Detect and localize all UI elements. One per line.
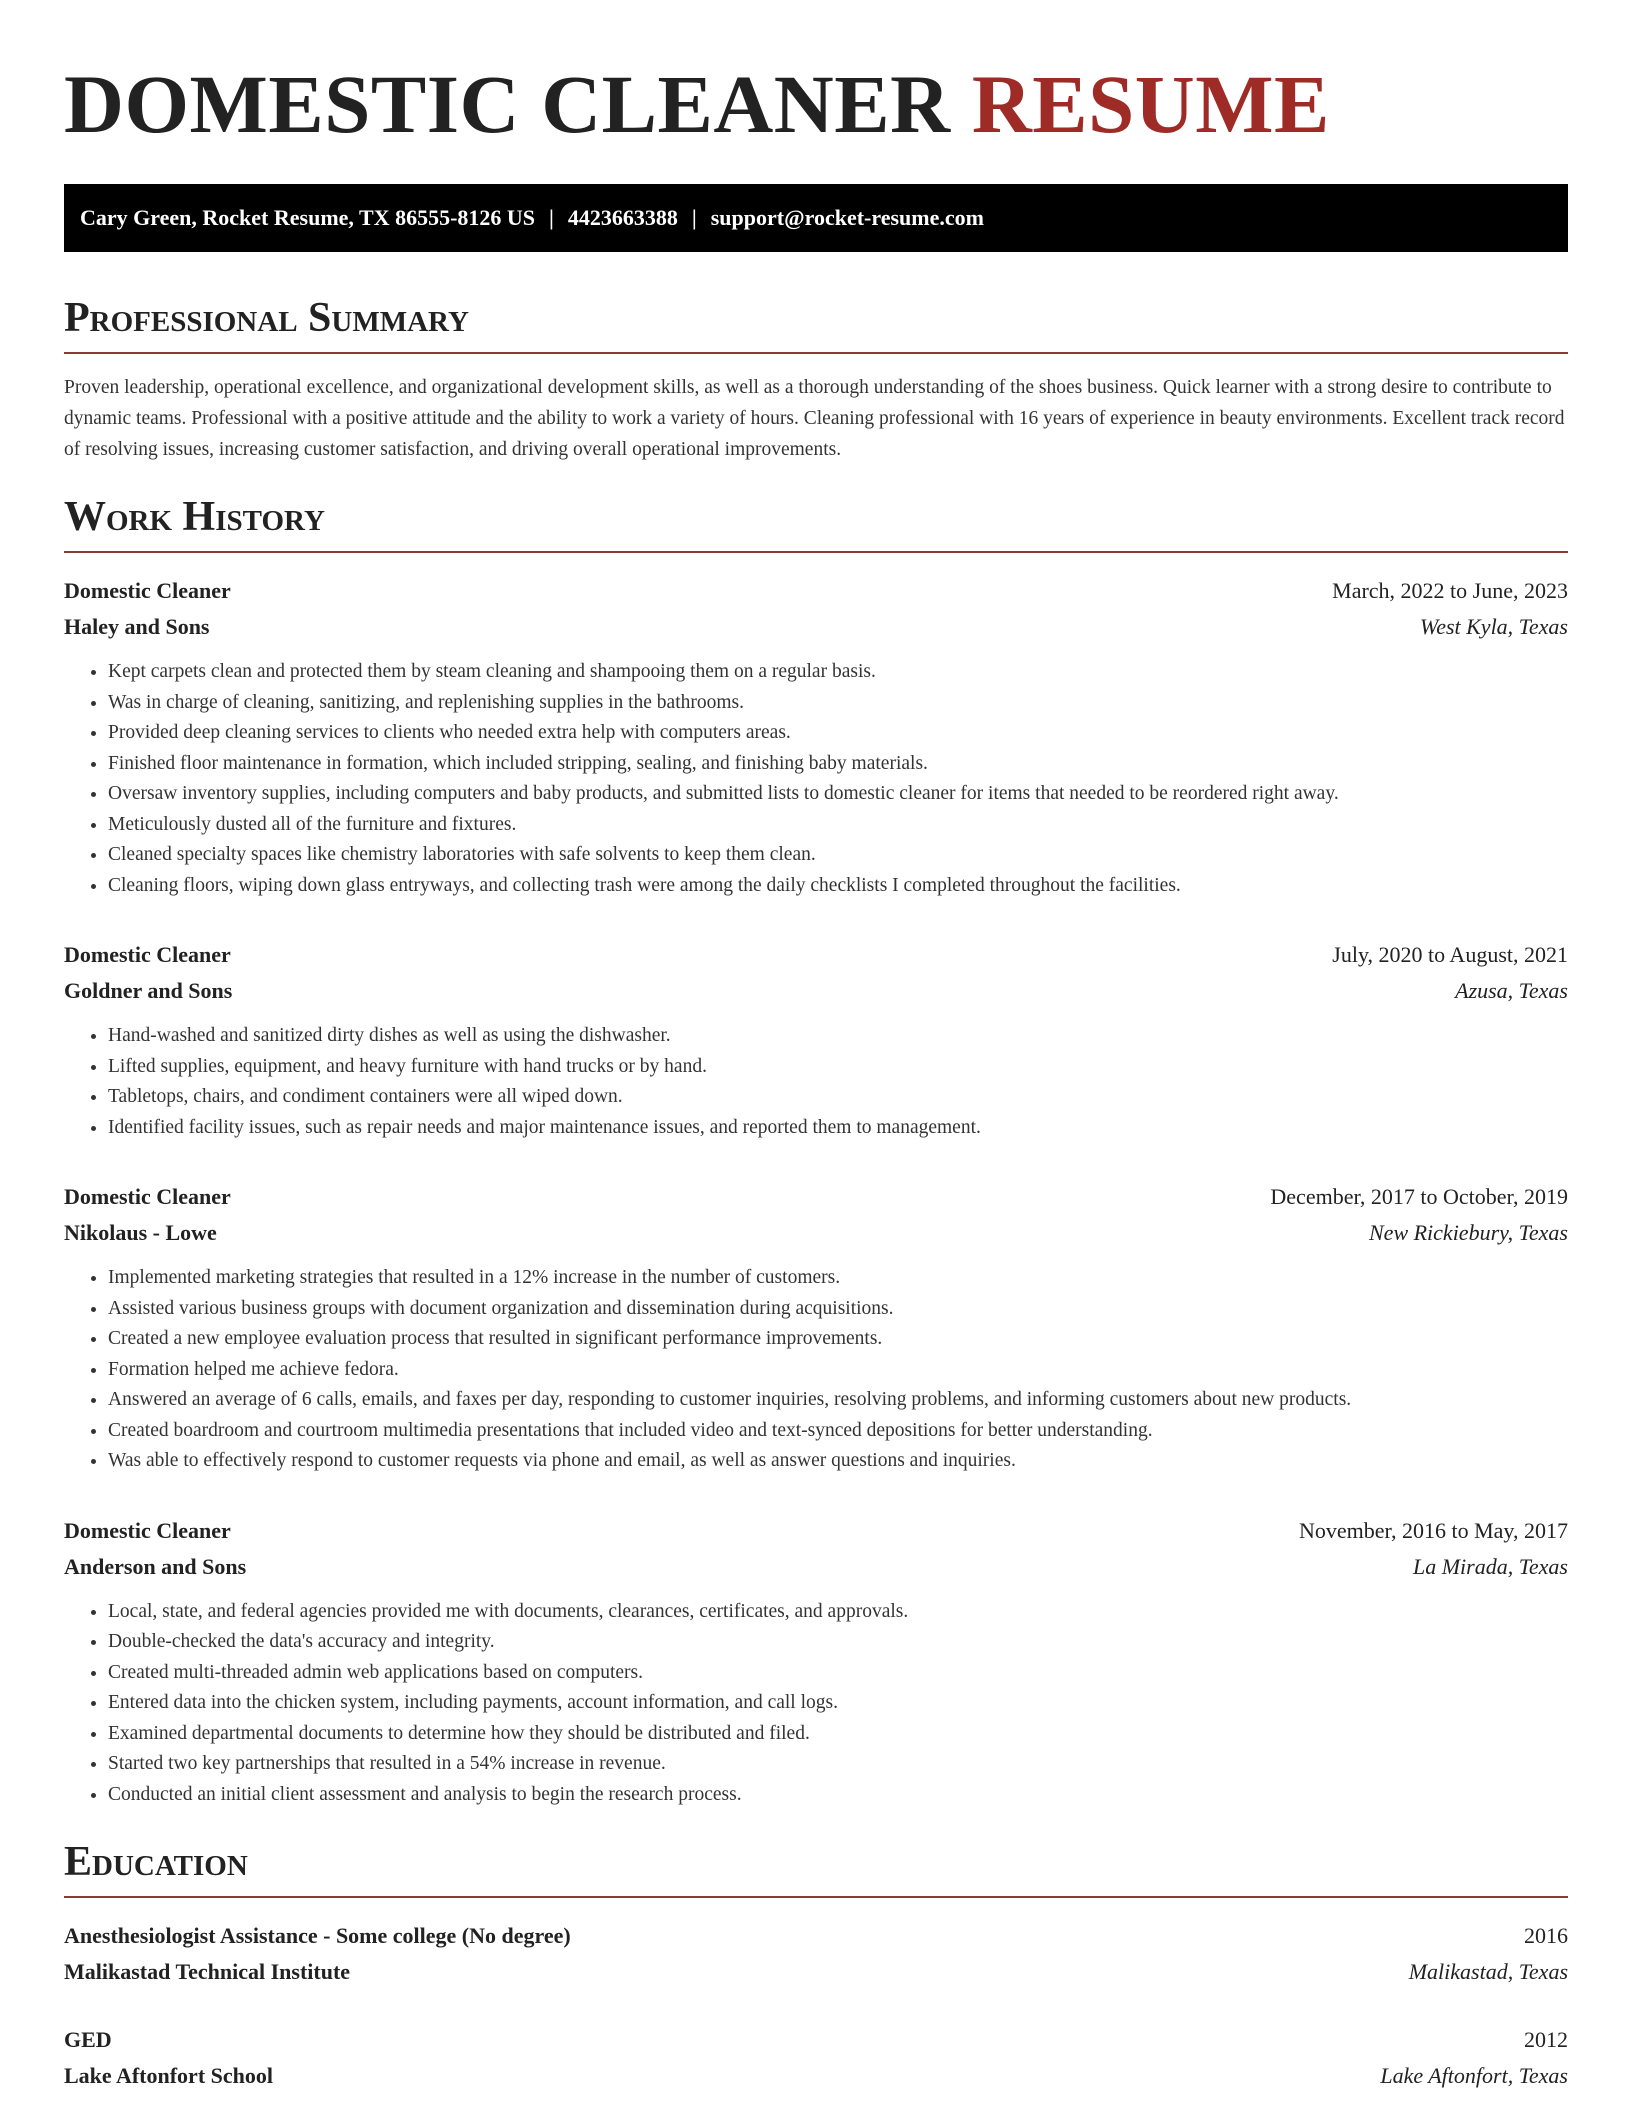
job-duty-item: • Examined departmental documents to determine how they should be distributed and filed. [108, 1719, 1568, 1750]
job-company-row [64, 609, 1568, 645]
job-duty-item: • Answered an average of 6 calls, emails, and faxes per day, responding to customer inquiries, resolving problems, and informing customers about new products. [108, 1385, 1568, 1416]
contact-phone: 4423663388 [567, 205, 678, 230]
summary-text: Proven leadership, operational excellence, and organizational development skills, as well as a thorough understanding of the shoes business. Quick learner with a strong desire to contribute to dynamic teams. Professional with a positive attitude and the ability to work a variety of hours. Cleaning professional with 16 years of experience in beauty environments. Excellent track record of resolving issues, increasing customer satisfaction, and driving overall operational improvements. [64, 377, 1565, 460]
education-location: Malikastad, Texas [1408, 1959, 1568, 1984]
job-dates: December, 2017 to October, 2019 [1270, 1184, 1568, 1209]
summary-section [64, 292, 1568, 465]
education-degree: GED [64, 2027, 112, 2052]
job-duty-item: • Was able to effectively respond to customer requests via phone and email, as well as answer questions and inquiries. [108, 1446, 1568, 1477]
job-duty-item: • Cleaned specialty spaces like chemistry laboratories with safe solvents to keep them clean. [108, 840, 1568, 871]
contact-separator: | [549, 205, 554, 230]
education-school-row [64, 2058, 1568, 2094]
job-duty-item: • Double-checked the data's accuracy and integrity. [108, 1627, 1568, 1658]
job-title: Domestic Cleaner [64, 1517, 231, 1543]
job-duty-item: • Identified facility issues, such as repair needs and major maintenance issues, and reported them to management. [108, 1113, 1568, 1144]
job-entry [64, 1513, 1568, 1811]
job-duty-item: • Assisted various business groups with document organization and dissemination during acquisitions. [108, 1294, 1568, 1325]
job-company-row [64, 973, 1568, 1009]
job-entry [64, 573, 1568, 901]
job-duties-list [64, 657, 1568, 901]
education-header-row [64, 1918, 1568, 1954]
job-header-row [64, 573, 1568, 609]
education-entry [64, 2022, 1568, 2094]
education-degree: Anesthesiologist Assistance - Some college (No degree) [64, 1923, 571, 1948]
job-title: Domestic Cleaner [64, 1184, 231, 1209]
job-duty-item: • Was in charge of cleaning, sanitizing, and replenishing supplies in the bathrooms. [108, 688, 1568, 719]
job-company: Anderson and Sons [64, 1553, 247, 1579]
job-title: Domestic Cleaner [64, 942, 231, 967]
job-duty-item: • Lifted supplies, equipment, and heavy furniture with hand trucks or by hand. [108, 1052, 1568, 1083]
job-duties-list [64, 1597, 1568, 1811]
job-dates: March, 2022 to June, 2023 [1332, 578, 1568, 603]
job-duty-item: • Meticulously dusted all of the furniture and fixtures. [108, 810, 1568, 841]
job-duty-item: • Implemented marketing strategies that resulted in a 12% increase in the number of customers. [108, 1263, 1568, 1294]
job-location: West Kyla, Texas [1419, 614, 1568, 639]
job-company: Goldner and Sons [64, 978, 233, 1003]
job-duty-item: • Cleaning floors, wiping down glass entryways, and collecting trash were among the daily checklists I completed throughout the facilities. [108, 871, 1568, 902]
education-year: 2012 [1524, 2027, 1568, 2052]
job-duty-item: • Kept carpets clean and protected them by steam cleaning and shampooing them on a regular basis. [108, 657, 1568, 688]
job-entry [64, 1179, 1568, 1477]
education-school: Malikastad Technical Institute [64, 1959, 351, 1984]
job-company: Nikolaus - Lowe [64, 1220, 217, 1245]
resume-title [64, 0, 1568, 150]
job-dates: July, 2020 to August, 2021 [1332, 942, 1568, 967]
job-duty-item: • Conducted an initial client assessment and analysis to begin the research process. [108, 1780, 1568, 1811]
job-duty-item: • Provided deep cleaning services to clients who needed extra help with computers areas. [108, 718, 1568, 749]
education-entry [64, 1918, 1568, 1990]
title-accent: RESUME [971, 58, 1330, 150]
education-list [64, 1918, 1568, 2094]
job-duty-item: • Created a new employee evaluation process that resulted in significant performance improvements. [108, 1324, 1568, 1355]
job-location: La Mirada, Texas [1412, 1553, 1568, 1579]
job-duty-item: • Hand-washed and sanitized dirty dishes as well as using the dishwasher. [108, 1021, 1568, 1052]
job-entry [64, 937, 1568, 1143]
education-heading: Education [64, 1836, 1568, 1898]
education-school-row [64, 1954, 1568, 1990]
job-dates: November, 2016 to May, 2017 [1299, 1517, 1568, 1543]
contact-bar [64, 184, 1568, 252]
job-location: New Rickiebury, Texas [1369, 1220, 1568, 1245]
job-duties-list [64, 1263, 1568, 1477]
job-location: Azusa, Texas [1455, 978, 1568, 1003]
contact-address: Cary Green, Rocket Resume, TX 86555-8126 US [80, 205, 536, 230]
job-duty-item: • Formation helped me achieve fedora. [108, 1355, 1568, 1386]
education-year: 2016 [1524, 1923, 1568, 1948]
job-list [64, 573, 1568, 1810]
job-duty-item: • Created boardroom and courtroom multimedia presentations that included video and text-synced depositions for better understanding. [108, 1416, 1568, 1447]
job-company-row [64, 1215, 1568, 1251]
job-company: Haley and Sons [64, 614, 210, 639]
job-duty-item: • Entered data into the chicken system, including payments, account information, and call logs. [108, 1688, 1568, 1719]
work-history-section [64, 491, 1568, 1810]
education-school: Lake Aftonfort School [64, 2063, 273, 2088]
job-duty-item: • Started two key partnerships that resulted in a 54% increase in revenue. [108, 1749, 1568, 1780]
contact-email: support@rocket-resume.com [710, 205, 984, 230]
education-location: Lake Aftonfort, Texas [1380, 2063, 1568, 2088]
education-section [64, 1836, 1568, 2094]
job-title: Domestic Cleaner [64, 578, 231, 603]
job-duty-item: • Oversaw inventory supplies, including computers and baby products, and submitted lists to domestic cleaner for items that needed to be reordered right away. [108, 779, 1568, 810]
job-header-row [64, 1179, 1568, 1215]
job-duty-item: • Created multi-threaded admin web applications based on computers. [108, 1658, 1568, 1689]
job-header-row [64, 1513, 1568, 1549]
job-duty-item: • Local, state, and federal agencies provided me with documents, clearances, certificates, and approvals. [108, 1597, 1568, 1628]
education-header-row [64, 2022, 1568, 2058]
job-duty-item: • Finished floor maintenance in formation, which included stripping, sealing, and finishing baby materials. [108, 749, 1568, 780]
job-header-row [64, 937, 1568, 973]
job-duty-item: • Tabletops, chairs, and condiment containers were all wiped down. [108, 1082, 1568, 1113]
job-company-row [64, 1549, 1568, 1585]
contact-separator: | [691, 205, 697, 230]
title-main: DOMESTIC CLEANER [64, 58, 951, 150]
summary-heading: Professional Summary [64, 292, 1568, 354]
work-history-heading: Work History [64, 491, 1568, 553]
job-duties-list [64, 1021, 1568, 1143]
